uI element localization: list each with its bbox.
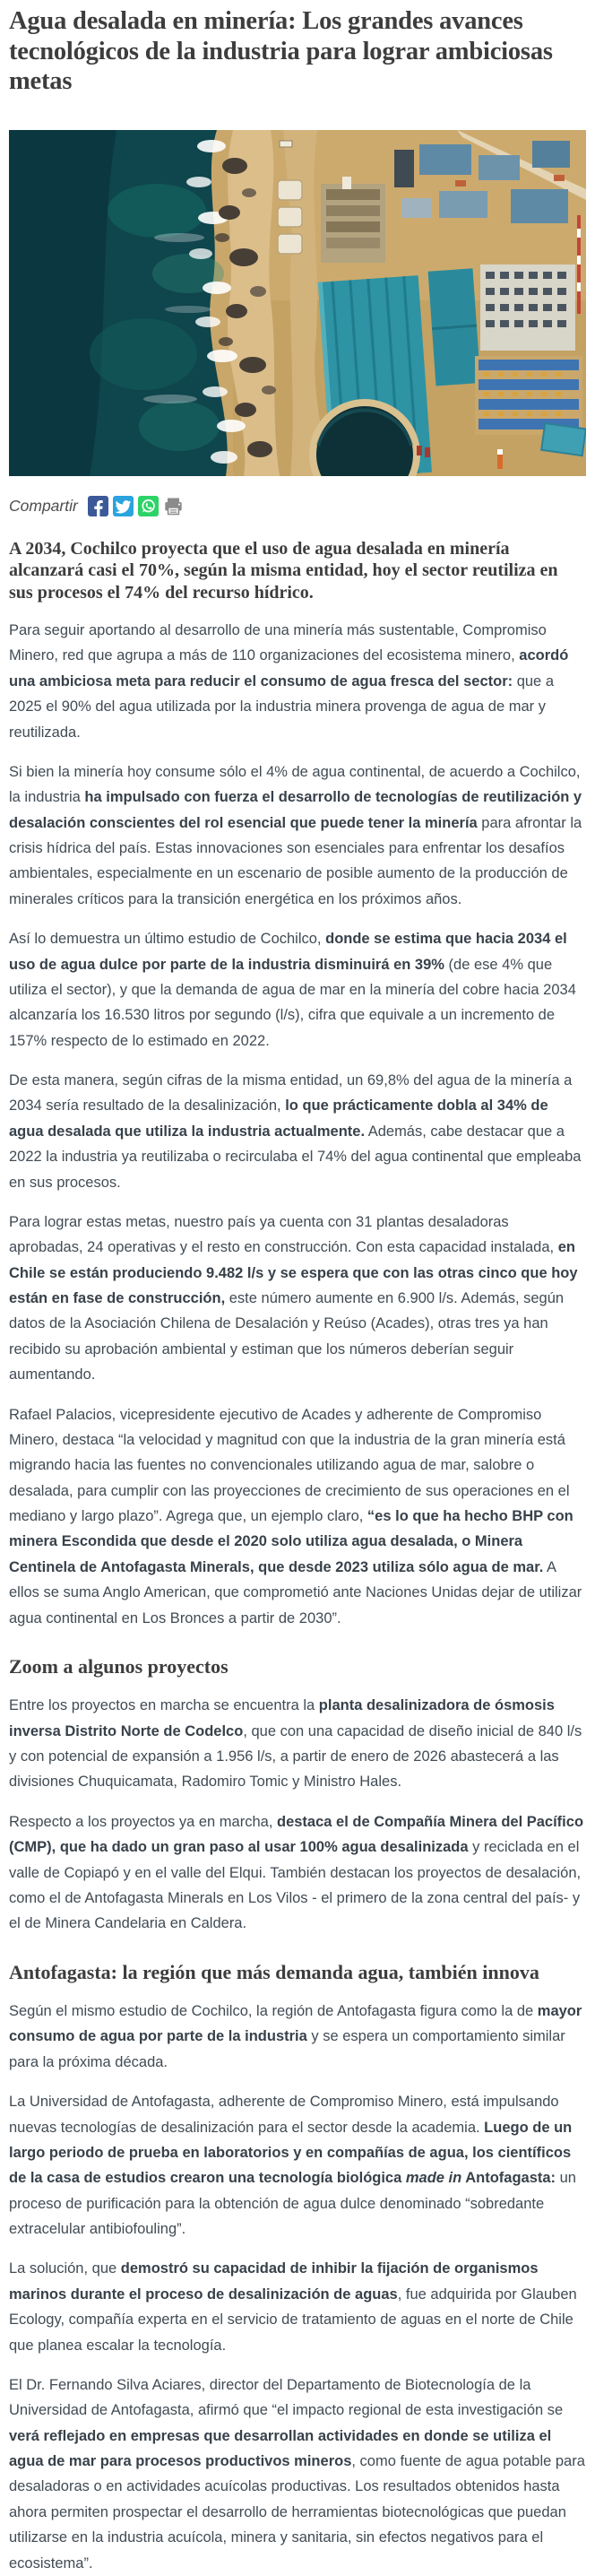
article-paragraph: Así lo demuestra un último estudio de Cochilco, donde se estima que hacia 2034 el uso de agua dulce por parte de la industria disminuirá en 39% (de ese 4% que utiliza el sector), y que la demanda de agua de mar en la minería del cobre hacia 2034 alcanzaría los 16.530 litros por segundo (l/s), cifra que equivale a un incremento de 157% respecto de lo estimado en 2022. <box>9 931 576 1049</box>
share-label: Compartir <box>9 497 78 516</box>
article-paragraph: Entre los proyectos en marcha se encuentra la planta desalinizadora de ósmosis inversa Distrito Norte de Codelco, que con una capacidad de diseño inicial de 840 l/s y con potencial de expansión a 1.956 l/s, a partir de enero de 2026 abastecerá a las divisiones Chuquicamata, Radomiro Tomic y Ministro Hales. <box>9 1697 582 1791</box>
print-icon[interactable] <box>163 496 184 516</box>
article-paragraph: La Universidad de Antofagasta, adherente de Compromiso Minero, está impulsando nuevas tecnologías de desalinización para el sector desde la academia. Luego de un largo periodo de prueba en laboratorios y en compañías de agua, los científicos de la casa de estudios crearon una tecnología biológica made in Antofagasta: un proceso de purificación para la obtención de agua dulce denominado “sobredante extracelular antibiofouling”. <box>9 2094 576 2238</box>
article-paragraph: Para seguir aportando al desarrollo de una minería más sustentable, Compromiso Minero, red que agrupa a más de 110 organizaciones del ecosistema minero, acordó una ambiciosa meta para reducir el consumo de agua fresca del sector: que a 2025 el 90% del agua utilizada por la industria minera provenga de agua de mar y reutilizada. <box>9 622 569 741</box>
article-body <box>9 618 586 2576</box>
article-paragraph: Rafael Palacios, vicepresidente ejecutivo de Acades y adherente de Compromiso Minero, destaca “la velocidad y magnitud con que la industria de la gran minería está migrando hacia las fuentes no convencionales utilizando agua de mar, salobre o desalada, para cumplir con las proyecciones de crecimiento de sus operaciones en el mediano y largo plazo”. Agrega que, un ejemplo claro, “es lo que ha hecho BHP con minera Escondida que desde el 2020 solo utiliza agua desalada, o Minera Centinela de Antofagasta Minerals, que desde 2023 utiliza sólo agua de mar. A ellos se suma Anglo American, que comprometió ante Naciones Unidas dejar de utilizar agua continental en Los Bronces a partir de 2030”. <box>9 1406 582 1626</box>
article-paragraph: Si bien la minería hoy consume sólo el 4% de agua continental, de acuerdo a Cochilco, la industria ha impulsado con fuerza el desarrollo de tecnologías de reutilización y desalación conscientes del rol esencial que puede tener la minería para afrontar la crisis hídrica del país. Estas innovaciones son esenciales para enfrentar los desafíos ambientales, especialmente en un escenario de posible aumento de la producción de minerales críticos para la transición energética en los próximos años. <box>9 763 582 907</box>
article-paragraph: La solución, que demostró su capacidad de inhibir la fijación de organismos marinos durante el proceso de desalinización de aguas, fue adquirida por Glauben Ecology, compañía experta en el servicio de tratamiento de aguas en el norte de Chile que planea escalar la tecnología. <box>9 2260 577 2354</box>
article-paragraph: De esta manera, según cifras de la misma entidad, un 69,8% del agua de la minería a 2034 sería resultado de la desalinización, lo que prácticamente dobla al 34% de agua desalada que utiliza la industria actualmente. Además, cabe destacar que a 2022 la industria ya reutilizaba o recirculaba el 74% del agua continental que empleaba en sus procesos. <box>9 1072 582 1191</box>
article-lede: A 2034, Cochilco proyecta que el uso de agua desalada en minería alcanzará casi el 70%, según la misma entidad, hoy el sector reutiliza en sus procesos el 74% del recurso hídrico. <box>9 538 558 603</box>
twitter-icon[interactable] <box>113 496 134 516</box>
section-heading: Zoom a algunos proyectos <box>9 1654 229 1678</box>
whatsapp-icon[interactable] <box>138 496 159 516</box>
hero-image <box>9 130 586 476</box>
article-page <box>0 6 595 2576</box>
article-paragraph: Respecto a los proyectos ya en marcha, destaca el de Compañía Minera del Pacífico (CMP), que ha dado un gran paso al usar 100% agua desalinizada y reciclada en el valle de Copiapó y en el valle del Elqui. También destacan los proyectos de desalación, como el de Antofagasta Minerals en Los Vilos - el primero de la zona central del país- y el de Minera Candelaria en Caldera. <box>9 1813 584 1932</box>
share-bar <box>9 496 586 517</box>
article-paragraph: Según el mismo estudio de Cochilco, la región de Antofagasta figura como la de mayor consumo de agua por parte de la industria y se espera un comportamiento similar para la próxima década. <box>9 2003 582 2070</box>
section-heading: Antofagasta: la región que más demanda agua, también innova <box>9 1960 539 1983</box>
page-title: Agua desalada en minería: Los grandes avances tecnológicos de la industria para lograr ambiciosas metas <box>9 7 553 96</box>
article-paragraph: Para lograr estas metas, nuestro país ya cuenta con 31 plantas desaladoras aprobadas, 24 operativas y el resto en construcción. Con esta capacidad instalada, en Chile se están produciendo 9.482 l/s y se espera que con las otras cinco que hoy están en fase de construcción, este número aumente en 6.900 l/s. Además, según datos de la Asociación Chilena de Desalación y Reúso (Acades), otras tres ya han recibido su aprobación ambiental y estiman que los números deberían seguir aumentando. <box>9 1213 578 1383</box>
article-paragraph: El Dr. Fernando Silva Aciares, director del Departamento de Biotecnología de la Universidad de Antofagasta, afirmó que “el impacto regional de esta investigación se verá reflejado en empresas que desarrollan actividades en donde se utiliza el agua de mar para procesos productivos mineros, como fuente de agua potable para desaladoras o en actividades acuícolas productivas. Los resultados obtenidos hasta ahora permiten prospectar el desarrollo de herramientas biotecnológicas que puedan utilizarse en la industria acuícola, minera y sanitaria, sin efectos negativos para el ecosistema”. <box>9 2376 585 2572</box>
facebook-icon[interactable] <box>88 496 108 516</box>
